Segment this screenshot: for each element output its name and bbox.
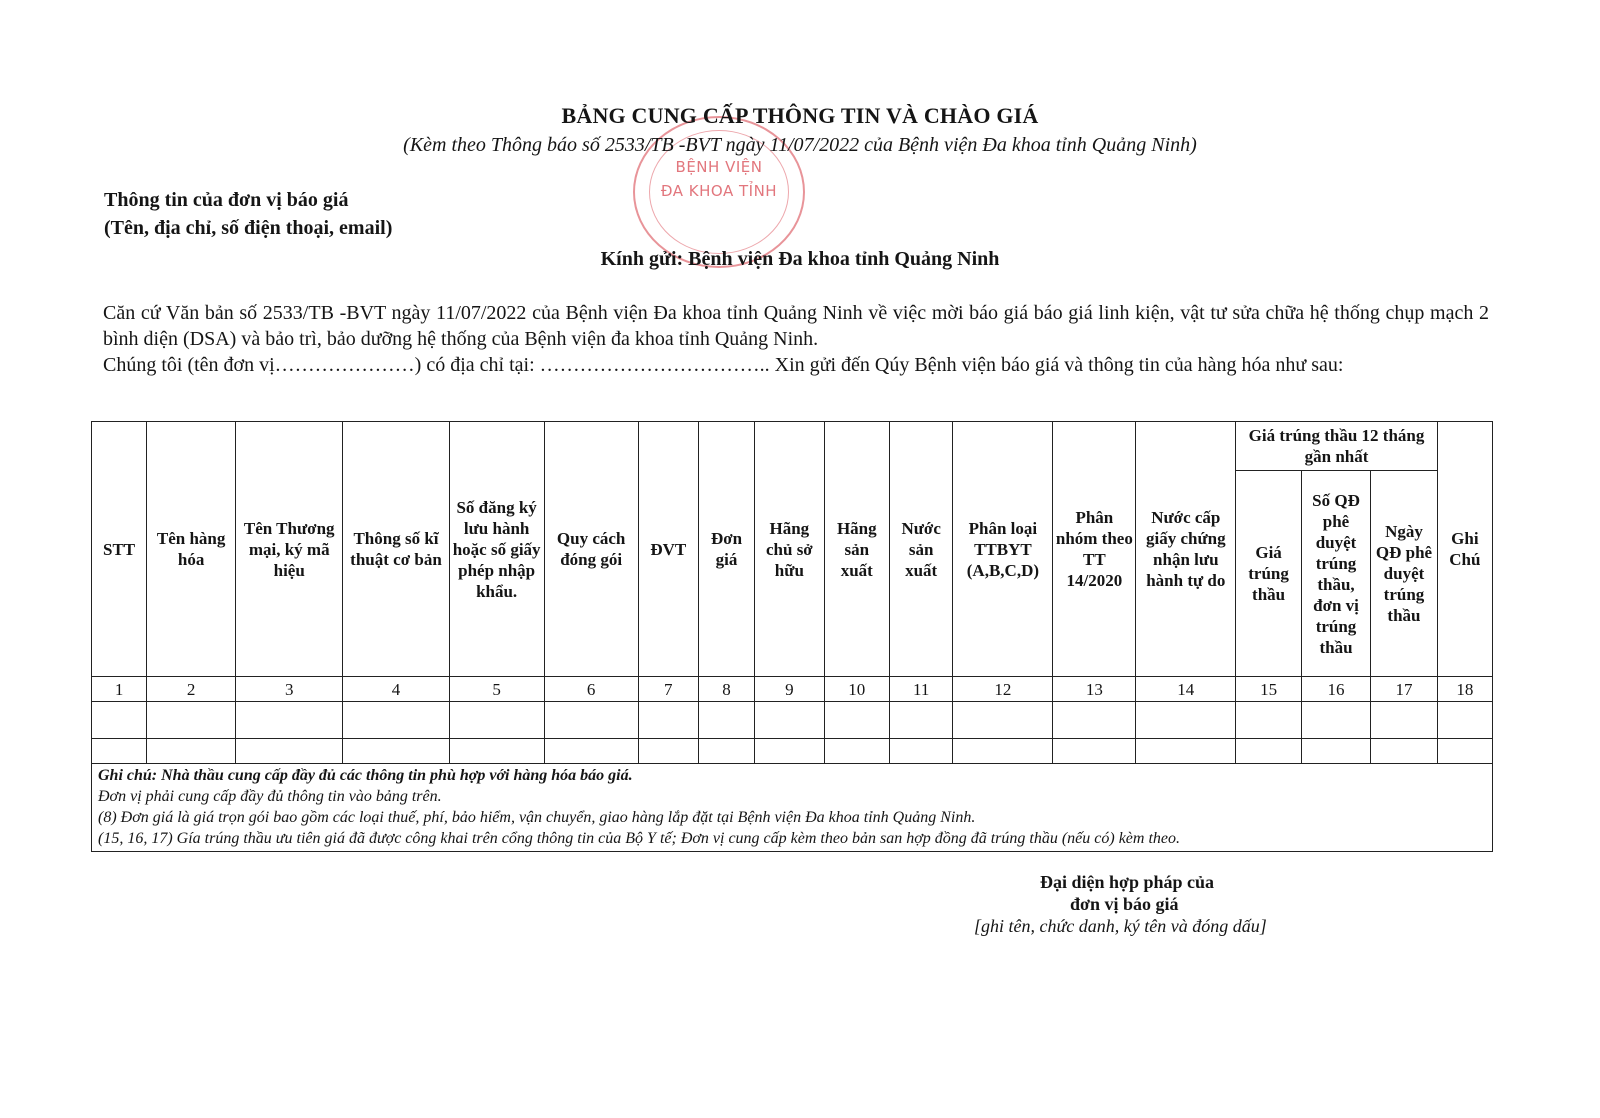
table-cell[interactable] (1053, 739, 1136, 764)
table-header-cell: Số đăng ký lưu hành hoặc số giấy phép nhập khẩu. (449, 422, 544, 677)
column-number: 6 (544, 677, 638, 702)
signature-line-1: Đại diện hợp pháp của (1040, 872, 1215, 892)
document-title: BẢNG CUNG CẤP THÔNG TIN VÀ CHÀO GIÁ (561, 103, 1039, 128)
table-cell[interactable] (889, 702, 952, 739)
table-cell[interactable] (343, 739, 449, 764)
table-header-cell: Nước cấp giấy chứng nhận lưu hành tự do (1136, 422, 1236, 677)
stamp-line-2: ĐA KHOA TỈNH (660, 182, 778, 200)
column-number: 17 (1371, 677, 1437, 702)
column-number: 12 (953, 677, 1053, 702)
table-cell[interactable] (236, 739, 343, 764)
table-header-row (92, 422, 1493, 471)
column-number: 2 (147, 677, 236, 702)
table-row (92, 702, 1493, 739)
table-header-cell: Hãng chủ sở hữu (755, 422, 824, 677)
sender-info-line-1: Thông tin của đơn vị báo giá (104, 189, 349, 211)
table-header-cell: Đơn giá (698, 422, 754, 677)
quotation-table (91, 421, 1493, 852)
column-number: 16 (1301, 677, 1370, 702)
table-subheader-cell: Giá trúng thầu (1236, 471, 1301, 677)
table-header-cell: Phân nhóm theo TT 14/2020 (1053, 422, 1136, 677)
table-cell[interactable] (953, 739, 1053, 764)
intro-paragraph-2: Chúng tôi (tên đơn vị…………………) có địa chỉ tại: …………………………….. Xin gửi đến Qúy Bệnh viện báo giá và thông tin của hàng hóa như sau: (103, 354, 1344, 376)
column-number: 15 (1236, 677, 1301, 702)
table-cell[interactable] (1301, 702, 1370, 739)
table-header-cell: Thông số kĩ thuật cơ bản (343, 422, 449, 677)
notes-row (92, 764, 1493, 852)
table-header-cell: Quy cách đóng gói (544, 422, 638, 677)
table-cell[interactable] (1301, 739, 1370, 764)
table-group-header: Giá trúng thầu 12 tháng gần nhất (1236, 422, 1437, 471)
table-cell[interactable] (1136, 702, 1236, 739)
table-cell[interactable] (698, 702, 754, 739)
column-number: 13 (1053, 677, 1136, 702)
column-number: 5 (449, 677, 544, 702)
table-cell[interactable] (1236, 702, 1301, 739)
table-header-cell: STT (92, 422, 147, 677)
table-cell[interactable] (92, 702, 147, 739)
column-number-row (92, 677, 1493, 702)
column-number: 14 (1136, 677, 1236, 702)
table-cell[interactable] (824, 702, 889, 739)
table-header-cell: Tên Thương mại, ký mã hiệu (236, 422, 343, 677)
table-cell[interactable] (755, 739, 824, 764)
table-subheader-cell: Số QĐ phê duyệt trúng thầu, đơn vị trúng thầu (1301, 471, 1370, 677)
column-number: 11 (889, 677, 952, 702)
column-number: 3 (236, 677, 343, 702)
table-header-cell: Phân loại TTBYT (A,B,C,D) (953, 422, 1053, 677)
stamp-line-1: BỆNH VIỆN (675, 158, 763, 176)
table-cell[interactable] (343, 702, 449, 739)
sender-info-line-2: (Tên, địa chỉ, số điện thoại, email) (104, 217, 393, 239)
notes-cell (92, 764, 1493, 852)
table-cell[interactable] (236, 702, 343, 739)
table-cell[interactable] (953, 702, 1053, 739)
table-cell[interactable] (1437, 739, 1492, 764)
table-cell[interactable] (824, 739, 889, 764)
document-subtitle: (Kèm theo Thông báo số 2533/TB -BVT ngày 11/07/2022 của Bệnh viện Đa khoa tỉnh Quảng Ninh) (403, 134, 1197, 156)
table-cell[interactable] (147, 739, 236, 764)
table-cell[interactable] (147, 702, 236, 739)
addressee: Kính gửi: Bệnh viện Đa khoa tỉnh Quảng Ninh (600, 248, 1000, 270)
column-number: 7 (638, 677, 698, 702)
table-cell[interactable] (544, 739, 638, 764)
table-cell[interactable] (92, 739, 147, 764)
table-header-cell: ĐVT (638, 422, 698, 677)
note-line-0: Ghi chú: Nhà thầu cung cấp đầy đủ các thông tin phù hợp với hàng hóa báo giá. (98, 767, 633, 784)
note-line-3: (15, 16, 17) Gía trúng thầu ưu tiên giá đã được công khai trên cổng thông tin của Bộ Y tế; Đơn vị cung cấp kèm theo bản san hợp đồng đã trúng thầu (nếu có) kèm theo. (98, 830, 1181, 847)
table-cell[interactable] (1371, 702, 1437, 739)
table-cell[interactable] (638, 739, 698, 764)
column-number: 18 (1437, 677, 1492, 702)
table-cell[interactable] (1437, 702, 1492, 739)
column-number: 1 (92, 677, 147, 702)
table-cell[interactable] (449, 739, 544, 764)
column-number: 9 (755, 677, 824, 702)
table-cell[interactable] (638, 702, 698, 739)
table-header-cell: Ghi Chú (1437, 422, 1492, 677)
table-cell[interactable] (1053, 702, 1136, 739)
table-cell[interactable] (755, 702, 824, 739)
table-cell[interactable] (1136, 739, 1236, 764)
table-subheader-cell: Ngày QĐ phê duyệt trúng thầu (1371, 471, 1437, 677)
table-row (92, 739, 1493, 764)
note-line-2: (8) Đơn giá là giá trọn gói bao gồm các loại thuế, phí, bảo hiểm, vận chuyển, giao hàng lắp đặt tại Bệnh viện Đa khoa tỉnh Quảng Ninh. (98, 809, 976, 826)
signature-instruction: [ghi tên, chức danh, ký tên và đóng dấu] (974, 916, 1267, 936)
table-header-cell: Nước sản xuất (889, 422, 952, 677)
column-number: 10 (824, 677, 889, 702)
column-number: 4 (343, 677, 449, 702)
sender-info (104, 186, 392, 242)
intro-text (103, 300, 1489, 378)
table-header-cell: Hãng sản xuất (824, 422, 889, 677)
table-cell[interactable] (544, 702, 638, 739)
table-header-cell: Tên hàng hóa (147, 422, 236, 677)
table-cell[interactable] (1236, 739, 1301, 764)
table-cell[interactable] (1371, 739, 1437, 764)
note-line-1: Đơn vị phải cung cấp đầy đủ thông tin vào bảng trên. (98, 788, 442, 805)
table-cell[interactable] (698, 739, 754, 764)
table-cell[interactable] (449, 702, 544, 739)
intro-paragraph-1: Căn cứ Văn bản số 2533/TB -BVT ngày 11/07/2022 của Bệnh viện Đa khoa tỉnh Quảng Ninh về việc mời báo giá báo giá linh kiện, vật tư sửa chữa hệ thống chụp mạch 2 bình diện (DSA) và bảo trì, bảo dưỡng hệ thống của Bệnh viện đa khoa tỉnh Quảng Ninh. (103, 302, 1489, 350)
signature-line-2: đơn vị báo giá (1070, 894, 1179, 914)
column-number: 8 (698, 677, 754, 702)
table-cell[interactable] (889, 739, 952, 764)
